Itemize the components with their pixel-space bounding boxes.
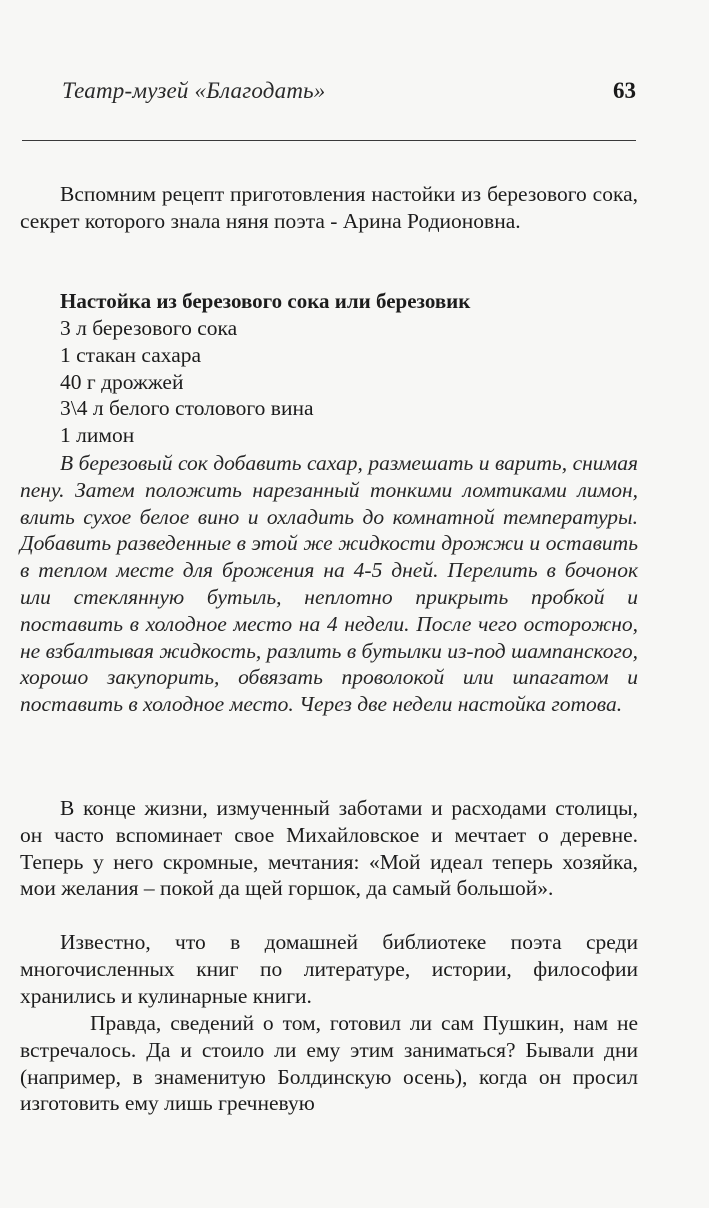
recipe-title: Настойка из березового сока или березовик: [60, 289, 471, 313]
body-paragraph: В конце жизни, измученный заботами и расходами столицы, он часто вспоминает свое Михайловское и мечтает о деревне. Теперь у него скромные, мечтания: «Мой идеал теперь хозяйка, мои желания – покой да щей горшок, да самый большой».: [20, 796, 638, 901]
ingredient-item: 3\4 л белого столового вина: [60, 396, 314, 421]
ingredient-item: 40 г дрожжей: [60, 369, 184, 394]
running-header-title: Театр-музей «Благодать»: [62, 78, 326, 103]
ingredient-item: 3 л березового сока: [60, 316, 238, 340]
header-divider: [22, 140, 636, 141]
ingredient-item: 1 лимон: [60, 423, 135, 448]
body-paragraph: Правда, сведений о том, готовил ли сам Пушкин, нам не встречалось. Да и стоило ли ему этим заниматься? Бывали дни (например, в знаменитую Болдинскую осень), когда он просил изготовить ему лишь гречневую: [20, 1011, 638, 1116]
ingredient-list: [60, 315, 314, 449]
recipe-instructions: В березовый сок добавить сахар, размешать и варить, снимая пену. Затем положить нарезанный тонкими ломтиками лимон, влить сухое белое вино и охладить до комнатной температуры. Добавить разведенные в этой же жидкости дрожжи и оставить в теплом месте для брожения на 4-5 дней. Перелить в бочонок или стеклянную бутыль, неплотно прикрыть пробкой и поставить в холодное место на 4 недели. После чего осторожно, не взбалтывая жидкость, разлить в бутылки из-под шампанского, хорошо закупорить, обвязать проволокой или шпагатом и поставить в холодное место. Через две недели настойка готова.: [20, 451, 638, 717]
intro-paragraph: Вспомним рецепт приготовления настойки из березового сока, секрет которого знала няня поэта - Арина Родионовна.: [20, 182, 638, 233]
running-header: [62, 78, 636, 114]
body-paragraph: Известно, что в домашней библиотеке поэта среди многочисленных книг по литературе, истории, философии хранились и кулинарные книги.: [20, 930, 638, 1008]
page-number: 63: [613, 78, 636, 103]
ingredient-item: 1 стакан сахара: [60, 342, 202, 367]
